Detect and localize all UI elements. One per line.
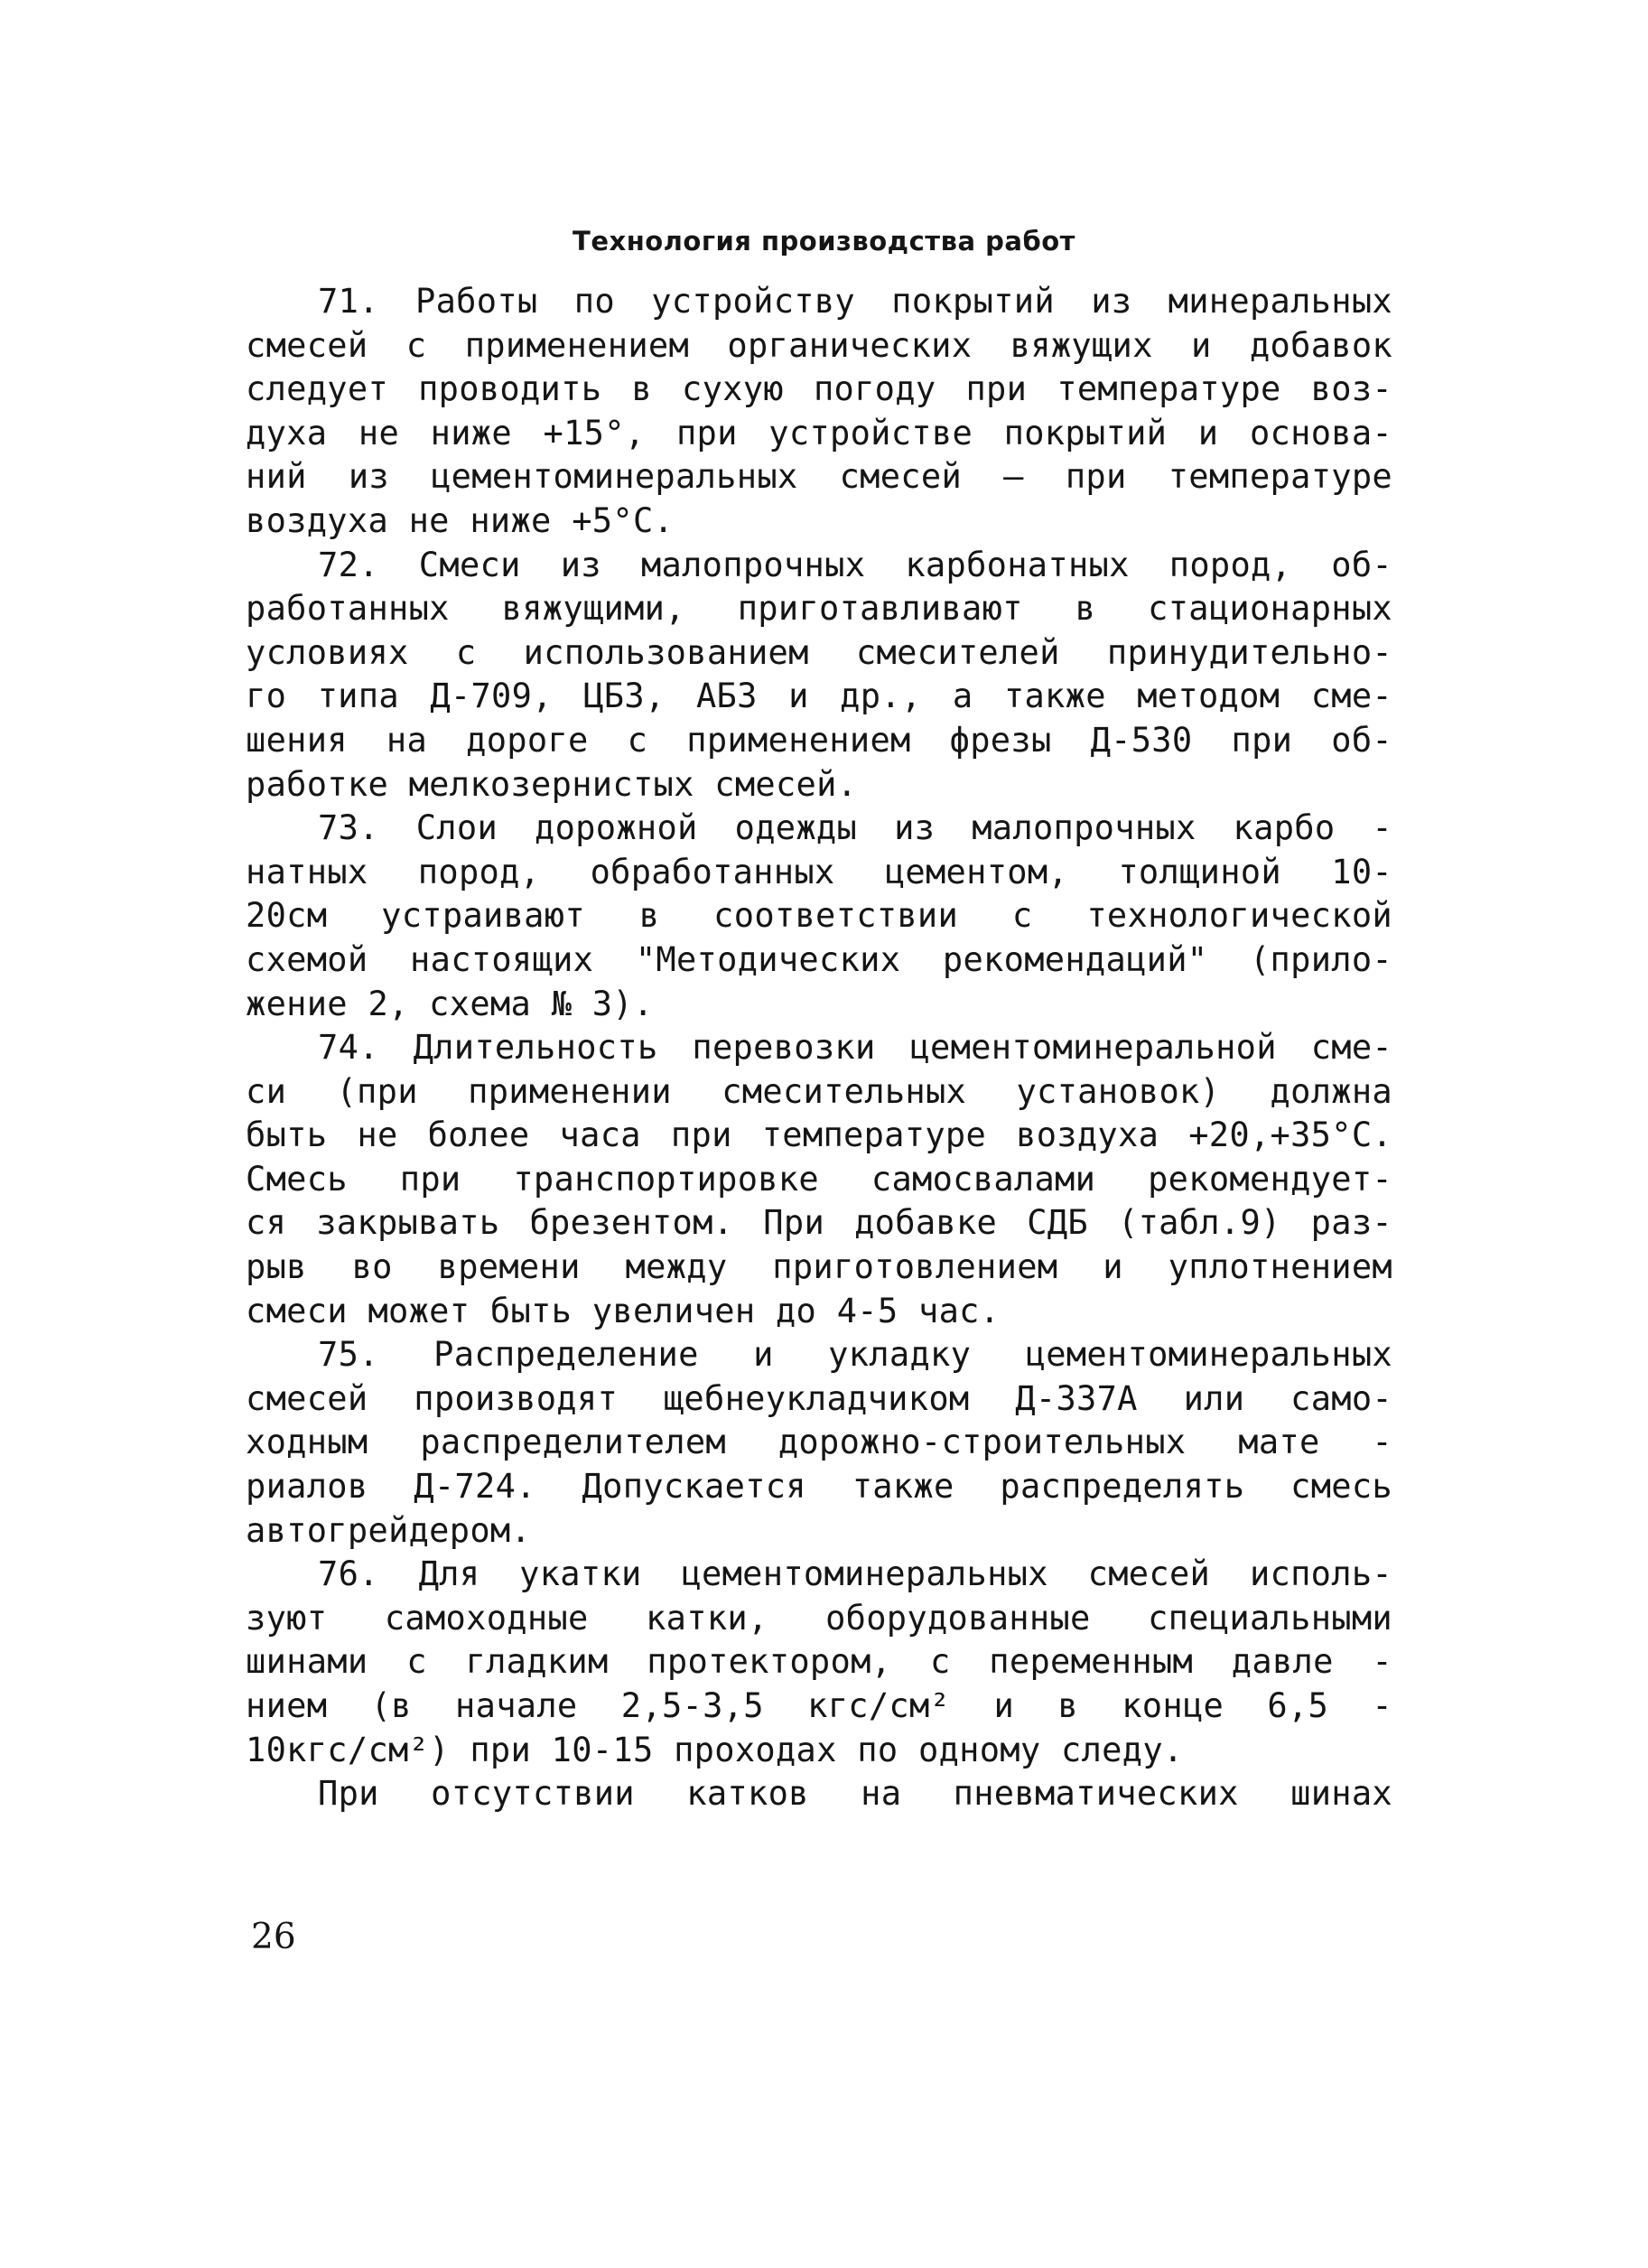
text-line: условиях с использованием смесителей принудительно- bbox=[246, 632, 1392, 672]
text-line: 71. Работы по устройству покрытий из минеральных bbox=[318, 282, 1392, 321]
text-line: ходным распределителем дорожно-строительных мате - bbox=[246, 1423, 1392, 1462]
text-line: 74. Длительность перевозки цементоминеральной сме- bbox=[318, 1028, 1392, 1068]
text-line: нием (в начале 2,5-3,5 кгс/см² и в конце 6,5 - bbox=[246, 1686, 1392, 1725]
text-line: смесей с применением органических вяжущих и добавок bbox=[246, 325, 1392, 365]
text-line: схемой настоящих "Методических рекомендаций" (прило- bbox=[246, 939, 1392, 979]
text-line: си (при применении смесительных установок) должна bbox=[246, 1071, 1392, 1111]
text-line: рыв во времени между приготовлением и уплотнением bbox=[246, 1247, 1392, 1287]
text-line: ний из цементоминеральных смесей – при температуре bbox=[246, 457, 1392, 497]
text-line: 76. Для укатки цементоминеральных смесей исполь- bbox=[318, 1554, 1392, 1594]
page-header: Технология производства работ bbox=[573, 226, 1075, 257]
paragraph-76 bbox=[246, 1553, 1392, 1772]
text-line: го типа Д-709, ЦБ3, АБ3 и др., а также методом сме- bbox=[246, 677, 1392, 716]
text-line: работанных вяжущими, приготавливают в стационарных bbox=[246, 589, 1392, 629]
text-line: жение 2, схема № 3). bbox=[246, 984, 654, 1023]
text-line: быть не более часа при температуре воздуха +20,+35°С. bbox=[246, 1115, 1392, 1155]
paragraph-continuation bbox=[246, 1772, 1392, 1816]
text-line: смеси может быть увеличен до 4-5 час. bbox=[246, 1291, 1001, 1330]
text-line: шинами с гладким протектором, с переменным давле - bbox=[246, 1642, 1392, 1682]
text-line: шения на дороге с применением фрезы Д-530 при об- bbox=[246, 720, 1392, 760]
text-line: работке мелкозернистых смесей. bbox=[246, 764, 858, 804]
body-text bbox=[246, 280, 1392, 1816]
text-line: При отсутствии катков на пневматических шинах bbox=[318, 1774, 1392, 1814]
text-line: ся закрывать брезентом. При добавке СДБ (табл.9) раз- bbox=[246, 1203, 1392, 1243]
text-line: 73. Слои дорожной одежды из малопрочных карбо - bbox=[318, 808, 1392, 848]
text-line: следует проводить в сухую погоду при температуре воз- bbox=[246, 369, 1392, 409]
text-line: зуют самоходные катки, оборудованные специальными bbox=[246, 1598, 1392, 1638]
text-line: риалов Д-724. Допускается также распределять смесь bbox=[246, 1467, 1392, 1507]
text-line: 75. Распределение и укладку цементоминеральных bbox=[318, 1335, 1392, 1375]
text-line: натных пород, обработанных цементом, толщиной 10- bbox=[246, 852, 1392, 891]
paragraph-72 bbox=[246, 544, 1392, 807]
text-line: автогрейдером. bbox=[246, 1510, 532, 1550]
text-line: смесей производят щебнеукладчиком Д-337А или само- bbox=[246, 1378, 1392, 1418]
paragraph-75 bbox=[246, 1333, 1392, 1553]
text-line: духа не ниже +15°, при устройстве покрытий и основа- bbox=[246, 413, 1392, 453]
text-line: 20см устраивают в соответствии с технологической bbox=[246, 896, 1392, 936]
text-line: Смесь при транспортировке самосвалами рекомендует- bbox=[246, 1159, 1392, 1199]
paragraph-74 bbox=[246, 1026, 1392, 1333]
paragraph-71 bbox=[246, 280, 1392, 544]
text-line: 72. Смеси из малопрочных карбонатных пород, об- bbox=[318, 545, 1392, 584]
page-number: 26 bbox=[251, 1917, 296, 1957]
paragraph-73 bbox=[246, 807, 1392, 1026]
text-line: воздуха не ниже +5°С. bbox=[246, 500, 675, 540]
text-line: 10кгс/см²) при 10-15 проходах по одному следу. bbox=[246, 1730, 1184, 1769]
